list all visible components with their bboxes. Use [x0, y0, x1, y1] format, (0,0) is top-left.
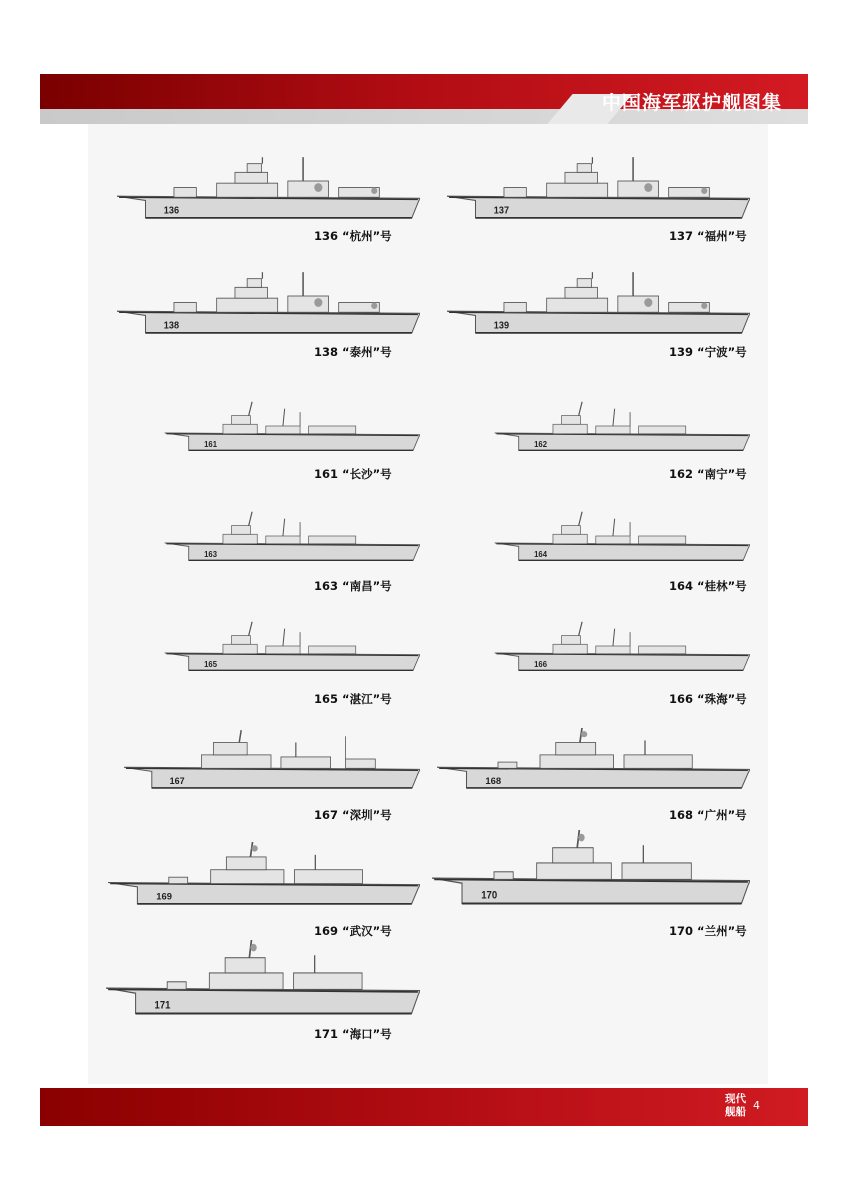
ship-illustration-167: [122, 728, 420, 790]
superstructure: [553, 636, 686, 654]
ship-illustration-166: [493, 620, 750, 672]
ship-caption: 164 “桂林”号: [669, 579, 747, 593]
page-header: [40, 74, 808, 124]
ship-caption: 169 “武汉”号: [314, 924, 392, 938]
hull-number: 137: [493, 205, 510, 217]
hull-number: 166: [534, 659, 547, 669]
superstructure: [169, 857, 363, 884]
ship-illustration-164: [493, 510, 750, 562]
hull-number: 136: [163, 205, 180, 217]
superstructure: [498, 742, 692, 768]
ship-illustration-163: [163, 510, 420, 562]
ship-illustration-170: [430, 830, 750, 906]
ship-caption: 170 “兰州”号: [669, 924, 747, 938]
ship-illustration-139: [445, 270, 750, 335]
ship-caption: 162 “南宁”号: [669, 467, 747, 481]
hull-number: 168: [485, 775, 502, 786]
superstructure: [553, 526, 686, 544]
superstructure: [553, 416, 686, 434]
hull-number: 138: [163, 320, 180, 332]
superstructure: [223, 526, 356, 544]
ship-illustration-168: [435, 728, 750, 790]
superstructure: [504, 164, 709, 198]
magazine-logo: 现代 舰船: [725, 1093, 746, 1118]
ship-illustration-162: [493, 400, 750, 452]
ship-caption: 163 “南昌”号: [314, 579, 392, 593]
ship-caption: 168 “广州”号: [669, 808, 747, 822]
hull-number: 170: [481, 888, 498, 902]
hull-number: 163: [204, 549, 217, 559]
ship-caption: 167 “深圳”号: [314, 808, 392, 822]
superstructure: [201, 742, 375, 768]
ship-illustration-161: [163, 400, 420, 452]
superstructure: [174, 164, 379, 198]
ship-illustration-138: [115, 270, 420, 335]
ship-caption: 137 “福州”号: [669, 229, 747, 243]
ship-caption: 138 “泰州”号: [314, 345, 392, 359]
hull-number: 169: [156, 891, 172, 903]
ship-illustration-171: [104, 940, 420, 1016]
header-title: 中国海军驱护舰图集: [601, 92, 782, 114]
page-footer: [40, 1088, 808, 1126]
hull-number: 167: [169, 775, 185, 786]
superstructure: [494, 848, 691, 880]
page-number: 4: [753, 1099, 760, 1112]
ship-caption: 139 “宁波”号: [669, 345, 747, 359]
superstructure: [504, 279, 709, 313]
ship-caption: 171 “海口”号: [314, 1027, 392, 1041]
ship-caption: 136 “杭州”号: [314, 229, 392, 243]
ship-illustration-136: [115, 155, 420, 220]
hull-number: 139: [493, 320, 510, 332]
hull-number: 164: [534, 549, 547, 559]
ship-illustration-137: [445, 155, 750, 220]
superstructure: [174, 279, 379, 313]
ship-caption: 166 “珠海”号: [669, 692, 747, 706]
superstructure: [223, 636, 356, 654]
superstructure: [167, 958, 362, 990]
ship-caption: 165 “湛江”号: [314, 692, 392, 706]
hull-number: 171: [154, 999, 171, 1012]
ship-illustration-169: [106, 842, 420, 906]
ship-caption: 161 “长沙”号: [314, 467, 392, 481]
ship-illustration-165: [163, 620, 420, 672]
superstructure: [223, 416, 356, 434]
hull-number: 162: [534, 439, 547, 449]
hull-number: 161: [204, 439, 217, 449]
hull-number: 165: [204, 659, 217, 669]
